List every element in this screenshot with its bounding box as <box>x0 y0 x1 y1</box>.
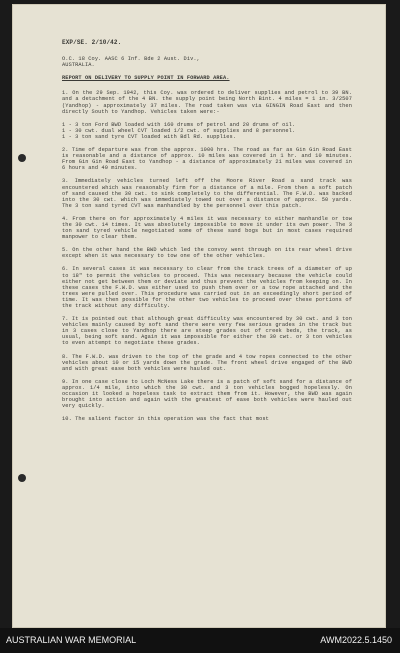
archive-name: AUSTRALIAN WAR MEMORIAL <box>6 635 137 645</box>
report-body <box>62 90 352 422</box>
typed-report <box>62 40 352 429</box>
report-paragraph: 10. The salient factor in this operation was the fact that most <box>62 416 269 423</box>
report-paragraph: 7. It is pointed out that although great difficulty was encountered by 30 cwt. and 3 ton vehicles mainly caused by soft sand there were very few serious grades in the track but in 3 cases close to Yandhop there are steep grades out of creek beds, the track, as usual, being soft sand. Again it was impossible for either the 30 cwt. or 3 ton vehicles to even attempt to negotiate these grades. <box>62 316 352 347</box>
punch-hole-top <box>18 154 26 162</box>
addressee: O.C. 18 Coy. AASC 6 Inf. Bde 2 Aust. Div., AUSTRALIA. <box>62 56 200 69</box>
punch-hole-bottom <box>18 474 26 482</box>
report-paragraph: 1 - 3 ton Ford BWD loaded with 160 drums of petrol and 20 drums of oil. 1 - 30 cwt. dual wheel CVT loaded 1/2 cwt. of supplies and 8 personnel. 1 - 3 ton sand tyre CVT loaded with Bdl Rd. supplies. <box>62 121 296 140</box>
report-paragraph: 8. The F.W.D. was driven to the top of the grade and 4 tow ropes connected to the other vehicles about 10 or 15 yards down the grade. The front wheel drive engaged of the BWD and with great ease both vehicles were hauled out. <box>62 353 352 372</box>
report-paragraph: 2. Time of departure was from the approx. 1000 hrs. The road as far as Gin Gin Road East is reasonable and a distance of approx. 10 miles was covered in 1 hr. and 10 minutes. From Gin Gin Road East to Yandhop - a distance of approximately 21 miles was covered in 6 hours and 40 minutes. <box>62 147 352 172</box>
report-paragraph: 1. On the 29 Sep. 1942, this Coy. was ordered to deliver supplies and petrol to 39 BN. and a detachment of the 4 BN. the supply point being North Bint. 4 miles = 1 in. 3/2507 (Yandhop) - approximately 37 miles. The road taken was via GINGIN Road East and then directly South to Yandhop. Vehicles taken were:- <box>62 90 352 115</box>
report-heading: REPORT ON DELIVERY TO SUPPLY POINT IN FORWARD AREA. <box>62 75 230 82</box>
archive-footer <box>0 628 400 653</box>
document-page <box>12 4 386 628</box>
report-paragraph: 3. Immediately vehicles turned left off the Moore River Road a sand track was encountered which was reasonably firm for a distance of a mile. From then a soft patch of sand caused the 30 cwt. to sink completely to the differential. The F.W.D. was backed into the 30 cwt. which was immediately towed out over a distance of approx. 50 yards. The 3 ton sand tyred CVT was manhandled by the personnel over this patch. <box>62 178 352 209</box>
report-paragraph: 5. On the other hand the BWD which led the convoy went through on its rear wheel drive except when it was necessary to tow one of the other vehicles. <box>62 247 352 260</box>
report-paragraph: 4. From there on for approximately 4 miles it was necessary to either manhandle or tow the 30 cwt. 14 times. It was absolutely impossible to move it under its own power. The 3 ton sand tyred vehicle negotiated some of these sand bogs but in most cases required manpower to clear them. <box>62 215 352 241</box>
accession-number: AWM2022.5.1450 <box>320 635 392 645</box>
report-paragraph: 6. In several cases it was necessary to clear from the track trees of a diameter of up to 18" to permit the vehicles to proceed. This was necessary because the vehicle could either not get between them or deviate and thus prevent the vehicles from keeping on. In these cases the F.W.D. was either used to push them over or a tow rope attached and the trees were pulled over. This procedure was carried out in an exceedingly short period of time. It was then possible for the other two vehicles to proceed over these portions of the track without any difficulty. <box>62 266 352 309</box>
report-paragraph: 9. In one case close to Loch McNess Lake there is a patch of soft sand for a distance of approx. 1/4 mile, into which the 30 cwt. and 3 ton vehicles bogged hopelessly. On occasion it looked a hopeless task to extract them from it. However, the BWD was again brought into action and again with the greatest of ease both vehicles were hauled out very quickly. <box>62 378 352 410</box>
reference-number: EXP/SE. 2/10/42. <box>62 39 122 46</box>
